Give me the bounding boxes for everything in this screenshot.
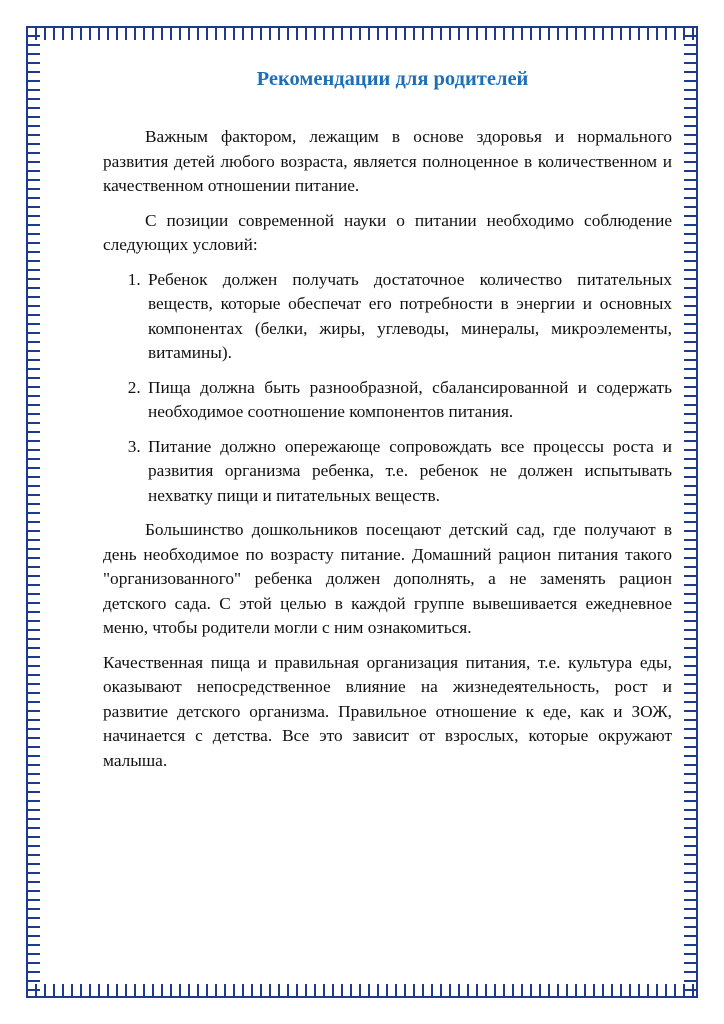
- page-title: Рекомендации для родителей: [256, 68, 529, 90]
- border-left: [26, 26, 40, 998]
- document-content: [103, 68, 672, 783]
- conditions-list: [103, 268, 672, 509]
- list-item: 3. Питание должно опережающе сопровождать все процессы роста и развития организма ребенка, т.е. ребенок не должен испытывать нехватку пищи и питательных веществ.: [145, 435, 672, 509]
- border-top: [26, 26, 698, 40]
- border-bottom: [26, 984, 698, 998]
- list-item: 2. Пища должна быть разнообразной, сбалансированной и содержать необходимое соотношение компонентов питания.: [145, 376, 672, 425]
- paragraph-conditions-lead: С позиции современной науки о питании необходимо соблюдение следующих условий:: [103, 210, 672, 254]
- list-item: 1. Ребенок должен получать достаточное количество питательных веществ, которые обеспечат его потребности в энергии и основных компонентах (белки, жиры, углеводы, минералы, микроэлементы, витамины).: [145, 268, 672, 366]
- paragraph-intro: Важным фактором, лежащим в основе здоровья и нормального развития детей любого возраста, является полноценное в количественном и качественном отношении питание.: [103, 127, 672, 195]
- paragraph-culture: Качественная пища и правильная организация питания, т.е. культура еды, оказывают непосредственное влияние на жизнедеятельность, рост и развитие детского организма. Правильное отношение к еде, как и ЗОЖ, начинается с детства. Все это зависит от взрослых, которые окружают малыша.: [103, 652, 672, 770]
- border-right: [684, 26, 698, 998]
- paragraph-kindergarten: Большинство дошкольников посещают детский сад, где получают в день необходимое по возрасту питание. Домашний рацион питания такого "организованного" ребенка должен дополнять, а не заменять рацион детского сада. С этой целью в каждой группе вывешивается ежедневное меню, чтобы родители могли с ним ознакомиться.: [103, 520, 672, 637]
